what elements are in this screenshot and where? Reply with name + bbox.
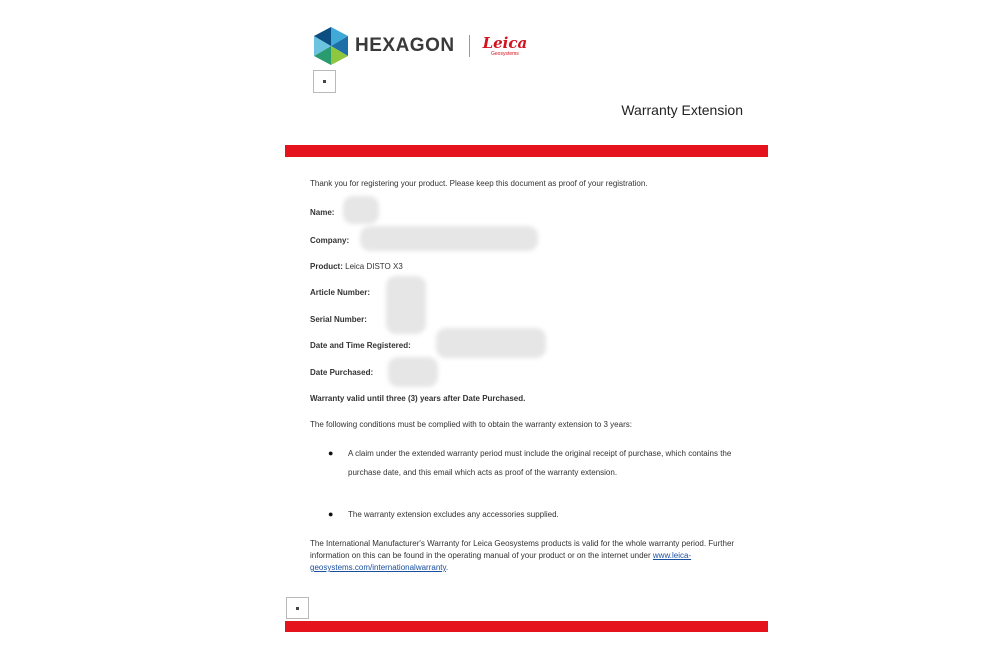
- redaction-blur: [388, 357, 438, 387]
- bullet-text: A claim under the extended warranty period must include the original receipt of purchase, which contains the purchase date, and this email which acts as proof of the warranty extension.: [348, 449, 732, 477]
- name-field: [310, 208, 334, 217]
- name-label: Name:: [310, 208, 335, 217]
- redaction-blur: [386, 276, 426, 334]
- article-number-field: [310, 288, 370, 297]
- bullet-text: The warranty extension excludes any accessories supplied.: [348, 510, 559, 519]
- conditions-intro: The following conditions must be complied with to obtain the warranty extension to 3 years:: [310, 420, 632, 429]
- serial-number-label: Serial Number:: [310, 315, 367, 324]
- leica-script: Leica: [482, 33, 528, 52]
- image-placeholder-bottom: [286, 597, 309, 619]
- warranty-link[interactable]: www.leica-geosystems.com/internationalwarranty: [310, 551, 692, 572]
- document-title: Warranty Extension: [621, 102, 743, 118]
- product-value: Leica DISTO X3: [345, 262, 403, 271]
- closing-text: The International Manufacturer's Warranty for Leica Geosystems products is valid for the whole warranty period. Further information on this can be found in the operating manual of your product or on the internet under: [310, 539, 735, 560]
- logo-divider: [469, 35, 470, 57]
- closing-period: .: [445, 563, 449, 572]
- article-number-label: Article Number:: [310, 288, 371, 297]
- header-red-bar: [285, 145, 768, 157]
- warranty-valid-text: Warranty valid until three (3) years after Date Purchased.: [310, 394, 526, 403]
- closing-paragraph: [310, 538, 750, 574]
- list-item: [328, 505, 748, 524]
- company-field: [310, 236, 349, 245]
- serial-number-field: [310, 315, 367, 324]
- header-logos: [313, 26, 527, 66]
- redaction-blur: [436, 328, 546, 358]
- image-placeholder-top: [313, 70, 336, 93]
- bullet-icon: ●: [328, 448, 334, 458]
- footer-red-bar: [285, 621, 768, 632]
- intro-text: Thank you for registering your product. Please keep this document as proof of your registration.: [310, 179, 648, 188]
- placeholder-mark-icon: [323, 80, 326, 83]
- hexagon-logo-icon: [313, 26, 349, 66]
- leica-logo: [482, 33, 528, 57]
- product-label: Product:: [310, 262, 343, 271]
- redaction-blur: [360, 226, 538, 251]
- placeholder-mark-icon: [296, 607, 299, 610]
- list-item: [328, 444, 748, 482]
- date-purchased-field: [310, 368, 373, 377]
- date-registered-label: Date and Time Registered:: [310, 341, 411, 350]
- hexagon-wordmark: HEXAGON: [355, 35, 455, 56]
- bullet-icon: ●: [328, 509, 334, 519]
- leica-subtitle: Geosystems: [491, 50, 519, 57]
- date-purchased-label: Date Purchased:: [310, 368, 374, 377]
- company-label: Company:: [310, 236, 350, 245]
- redaction-blur: [343, 196, 379, 224]
- date-registered-field: [310, 341, 411, 350]
- product-field: [310, 262, 403, 271]
